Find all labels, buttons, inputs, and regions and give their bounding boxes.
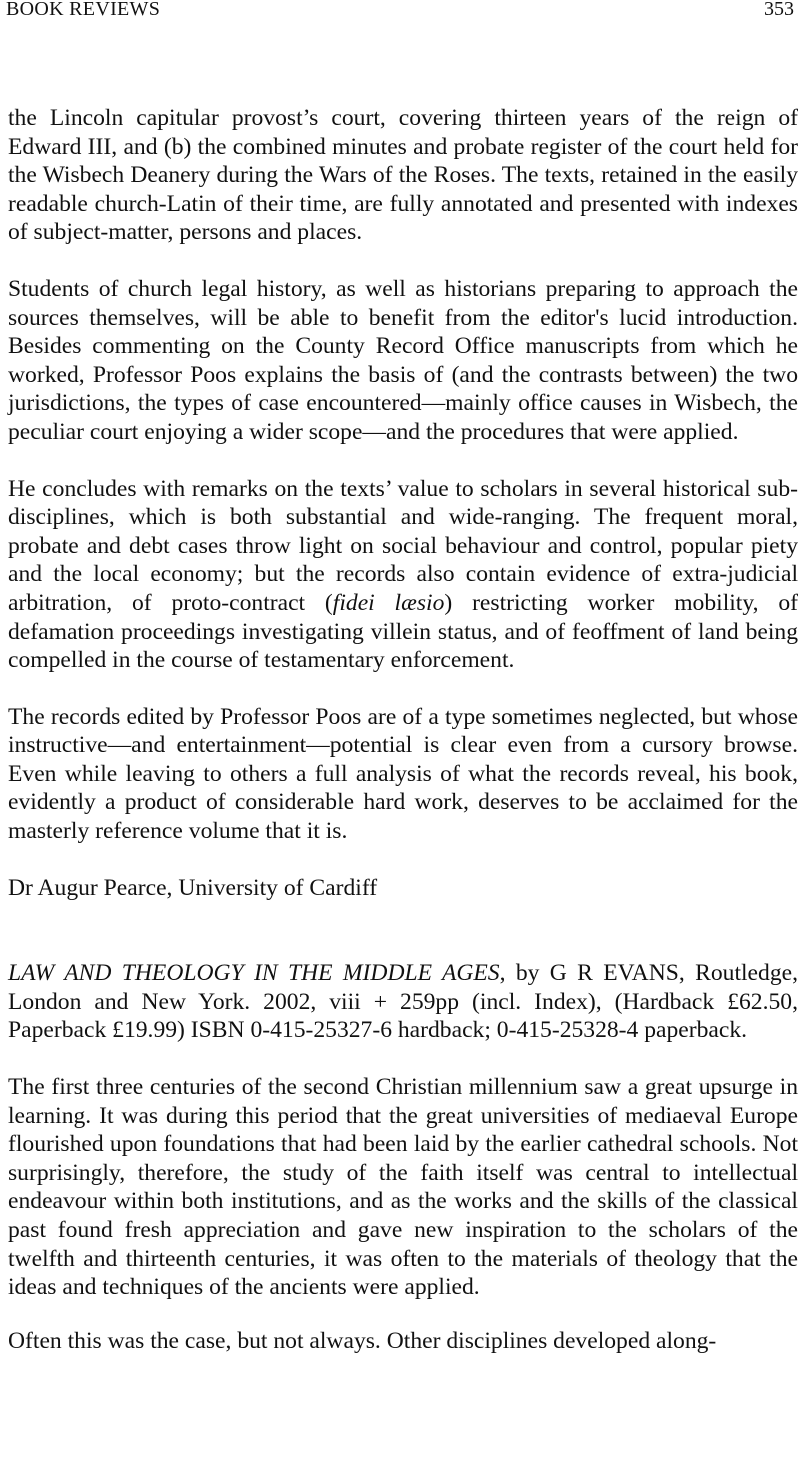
review-paragraph (8, 475, 798, 675)
page-number: 353 (764, 0, 794, 20)
book-citation (8, 959, 798, 1045)
latin-term: fidei læsio (332, 589, 445, 616)
paragraph-text: ) restricting worker mobility, of defamation proceedings investigating villein status, and of feoffment of land being compelled in the course of testamentary enforcement. (8, 589, 798, 674)
paragraph-text: He concludes with remarks on the texts’ value to scholars in several historical sub-disciplines, which is both substantial and wide-ranging. The frequent moral, probate and debt cases throw light on social behaviour and control, popular piety and the local economy; but the records also contain evidence of extra-judicial arbitration, of proto-contract ( (8, 475, 798, 616)
reviewer-signature: Dr Augur Pearce, University of Cardiff (8, 874, 378, 901)
review-paragraph: The records edited by Professor Poos are of a type sometimes neglected, but whose instructive—and entertainment—potential is clear even from a cursory browse. Even while leaving to others a full analysis of what the records reveal, his book, evidently a product of considerable hard work, deserves to be acclaimed for the masterly reference volume that it is. (8, 703, 798, 845)
page-body (8, 104, 798, 1355)
review-paragraph: The first three centuries of the second Christian millennium saw a great upsurge in learning. It was during this period that the great universities of mediaeval Europe flourished upon foundations that had been laid by the earlier cathedral schools. Not surprisingly, therefore, the study of the faith itself was central to intellectual endeavour within both institutions, and as the works and the skills of the classical past found fresh appreciation and gave new inspiration to the scholars of the twelfth and thirteenth centuries, it was often to the materials of theology that the ideas and techniques of the ancients were applied. (8, 1074, 798, 1301)
review-paragraph: Often this was the case, but not always. Other disciplines developed along- (8, 1327, 717, 1354)
review-paragraph: the Lincoln capitular provost’s court, covering thirteen years of the reign of Edward III, and (b) the combined minutes and probate register of the court held for the Wisbech Deanery during the Wars of the Roses. The texts, retained in the easily readable church-Latin of their time, are fully annotated and presented with indexes of subject-matter, persons and places. (8, 105, 798, 246)
book-title: LAW AND THEOLOGY IN THE MIDDLE AGES (8, 960, 500, 987)
citation-details: , by G R EVANS, Routledge, London and New York. 2002, viii + 259pp (incl. Index), (Hardback £62.50, Paperback £19.99) ISBN 0-415-25327-6 hardback; 0-415-25328-4 paperback. (8, 960, 798, 1044)
running-title: BOOK REVIEWS (6, 0, 161, 20)
running-header (0, 0, 800, 24)
review-paragraph: Students of church legal history, as well as historians preparing to approach the sources themselves, will be able to benefit from the editor's lucid introduction. Besides commenting on the County Record Office manuscripts from which he worked, Professor Poos explains the basis of (and the contrasts between) the two jurisdictions, the types of case encountered—mainly office causes in Wisbech, the peculiar court enjoying a wider scope—and the procedures that were applied. (8, 275, 798, 445)
